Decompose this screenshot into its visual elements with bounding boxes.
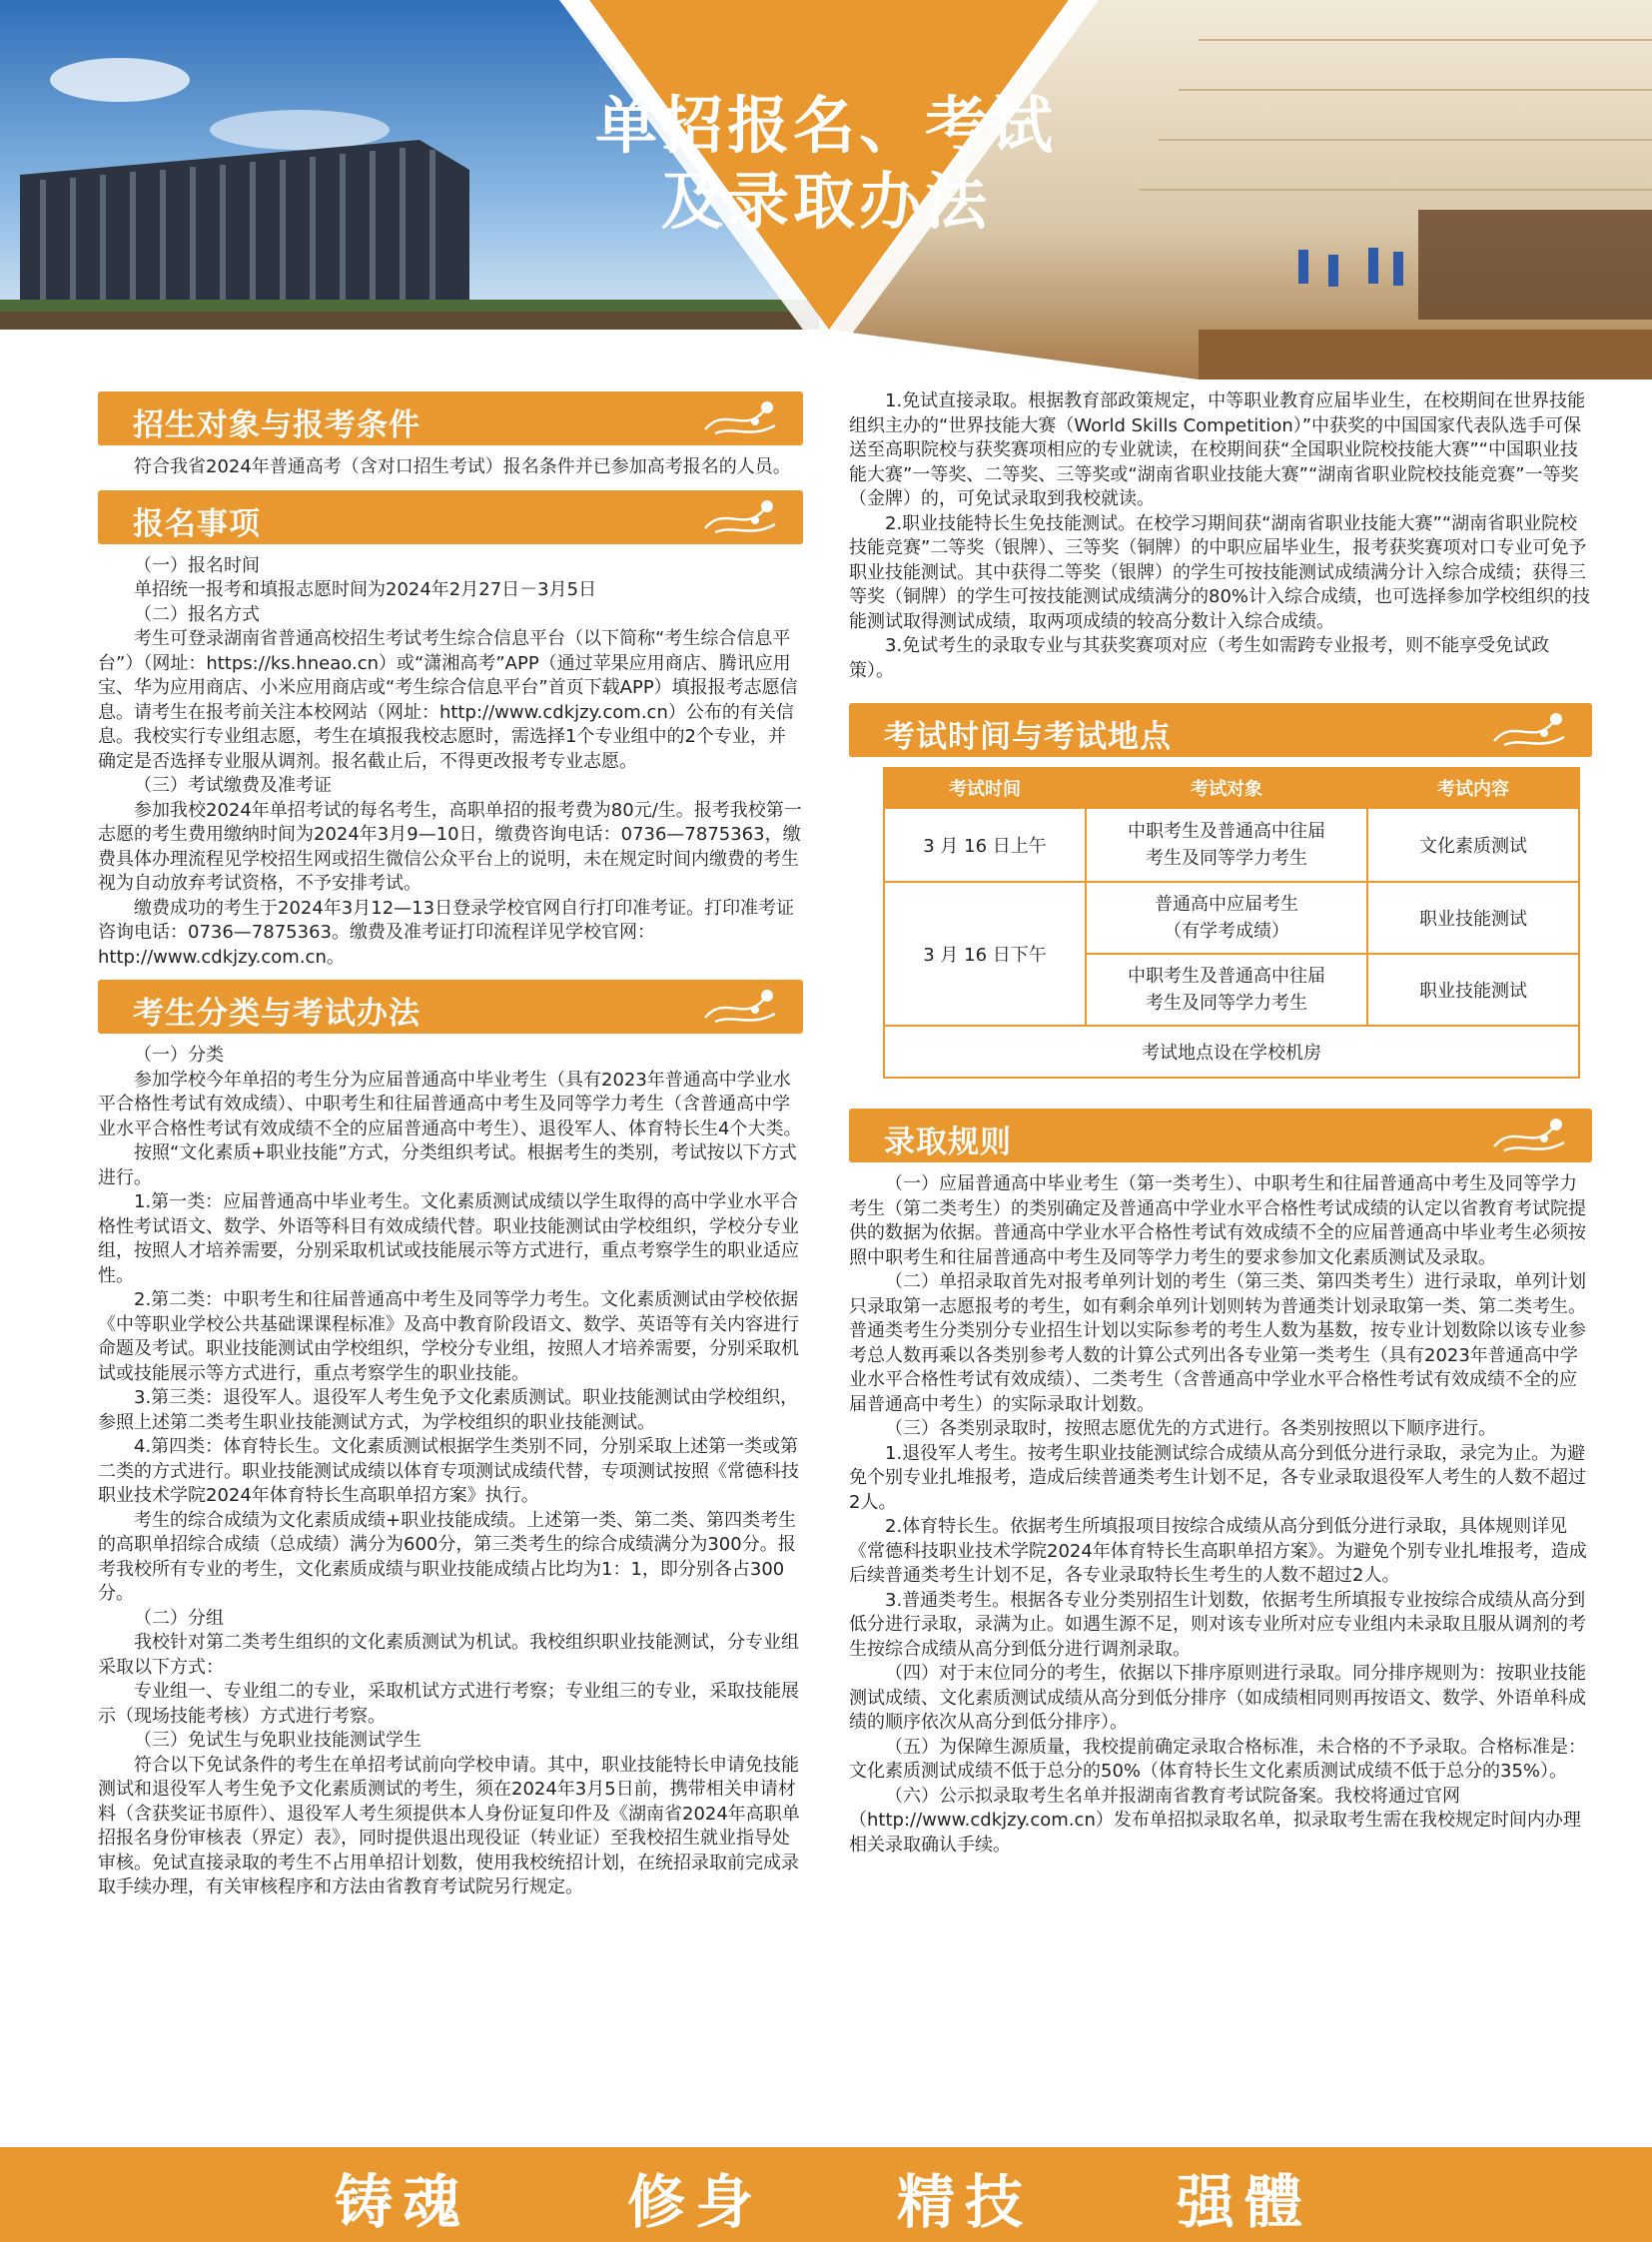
paragraph: 单招统一报考和填报志愿时间为2024年2月27日－3月5日 — [134, 579, 597, 600]
section-header-admission-rules — [849, 1109, 1592, 1162]
paragraph: （一）应届普通高中毕业考生（第一类考生）、中职考生和往届普通高中考生及同等学力考生（第二类考生）的类别确定及普通高中学业水平合格性考试成绩的认定以省教育考试院提供的数据为依据。普通高中学业水平合格性考试有效成绩不全的应届普通高中毕业考生必须按照中职考生和往届普通高中考生及同等学力考生的要求参加文化素质测试及录取。 — [849, 1173, 1586, 1268]
paragraph: 3.第三类：退役军人。退役军人考生免予文化素质测试。职业技能测试由学校组织，参照上述第二类考生职业技能测试方式，为学校组织的职业技能测试。 — [98, 1387, 799, 1433]
motto-word: 强體 — [1177, 2168, 1313, 2236]
footer-motto-bar — [0, 2147, 1652, 2242]
column-header: 考试时间 — [884, 768, 1086, 808]
section-header-exam-time-place — [849, 703, 1592, 757]
paragraph: 参加学校今年单招的考生分为应届普通高中毕业考生（具有2023年普通高中学业水平合格性考试有效成绩）、中职考生和往届普通高中考生及同等学力考生（含普通高中学业水平合格性考试有效成绩不全的应届普通高中考生）、退役军人、体育特长生4个大类。 — [98, 1069, 802, 1139]
exam-location-cell: 考试地点设在学校机房 — [884, 1026, 1579, 1078]
exam-target-cell: 中职考生及普通高中往届 考生及同等学力考生 — [1086, 954, 1367, 1026]
paragraph: 考生可登录湖南省普通高校招生考试考生综合信息平台（以下简称“考生综合信息平台”）（网址：https://ks.hneao.cn）或“潇湘高考”APP（通过苹果应用商店、腾讯应用宝、华为应用商店、小米应用商店或“考生综合信息平台”首页下载APP）填报报考志愿信息。请考生在报考前关注本校网站（网址：http://www.cdkjzy.com.cn）公布的有关信息。我校实行专业组志愿，考生在填报我校志愿时，需选择1个专业组中的2个专业，并确定是否选择专业服从调剂。报名截止后，不得更改报考专业志愿。 — [98, 628, 798, 772]
table-header-row — [884, 768, 1579, 808]
right-column — [849, 389, 1592, 1858]
section-header-classification — [98, 980, 803, 1034]
paragraph: （三）考试缴费及准考证 — [134, 775, 332, 796]
paragraph: 我校针对第二类考生组织的文化素质测试为机试。我校组织职业技能测试，分专业组采取以下方式： — [98, 1632, 799, 1678]
page-title-line2: 及录取办法 — [660, 165, 991, 238]
paragraph: （一）报名时间 — [134, 554, 260, 576]
exam-content-cell: 文化素质测试 — [1367, 808, 1579, 882]
exam-time-cell: 3 月 16 日上午 — [884, 808, 1086, 882]
paragraph: （二）单招录取首先对报考单列计划的考生（第三类、第四类考生）进行录取，单列计划只录取第一志愿报考的考生，如有剩余单列计划则转为普通类计划录取第一类、第二类考生。普通类考生分类别分专业招生计划以实际参考的考生人数为基数，按专业计划数除以该专业参考总人数再乘以各类别参考人数的计算公式列出各专业第一类考生（具有2023年普通高中学业水平合格性考试有效成绩）、二类考生（含普通高中学业水平合格性考试有效成绩不全的应届普通高中考生）的实际录取计划数。 — [849, 1271, 1586, 1415]
paragraph: 4.第四类：体育特长生。文化素质测试根据学生类别不同，分别采取上述第一类或第二类的方式进行。职业技能测试成绩以体育专项测试成绩代替，专项测试按照《常德科技职业技术学院2024年体育特长生高职单招方案》执行。 — [98, 1436, 799, 1506]
column-header: 考试对象 — [1086, 768, 1367, 808]
paragraph: 3.普通类考生。根据各专业分类别招生计划数，依据考生所填报专业按综合成绩从高分到低分进行录取，录满为止。如遇生源不足，则对该专业所对应专业组内未录取且服从调剂的考生按综合成绩从高分到低分进行调剂录取。 — [849, 1589, 1586, 1660]
paragraph: 2.职业技能特长生免技能测试。在校学习期间获“湖南省职业技能大赛”“湖南省职业院校技能竞赛”二等奖（银牌）、三等奖（铜牌）的中职应届毕业生，报考获奖赛项对口专业可免予职业技能测试。其中获得二等奖（银牌）的学生可按技能测试成绩满分计入综合成绩；获得三等奖（铜牌）的学生可按技能测试成绩满分的80%计入综合成绩，也可选择参加学校组织的技能测试取得测试成绩，取两项成绩的较高分数计入综合成绩。 — [849, 512, 1591, 632]
section-paragraph: 符合我省2024年普通高考（含对口招生考试）报名条件并已参加高考报名的人员。 — [134, 456, 791, 477]
page-title-line1: 单招报名、考试 — [594, 89, 1057, 162]
paragraph: 参加我校2024年单招考试的每名考生，高职单招的报考费为80元/生。报考我校第一志愿的考生费用缴纳时间为2024年3月9—10日，缴费咨询电话：0736—7875363，缴费具体办理流程见学校招生网或招生微信公众平台上的说明，未在规定时间内缴费的考生视为自动放弃考试资格，不予安排考试。 — [98, 799, 802, 894]
paragraph: （三）各类别录取时，按照志愿优先的方式进行。各类别按照以下顺序进行。 — [885, 1418, 1496, 1439]
section-title: 录取规则 — [884, 1124, 1012, 1160]
exam-target-cell: 中职考生及普通高中往届 考生及同等学力考生 — [1086, 808, 1367, 882]
paragraph: （六）公示拟录取考生名单并报湖南省教育考试院备案。我校将通过官网（http://www.cdkjzy.com.cn）发布单招拟录取名单，拟录取考生需在我校规定时间内办理相关录取确认手续。 — [849, 1785, 1581, 1856]
motto-word: 铸魂 — [335, 2168, 471, 2236]
table-row — [884, 882, 1579, 954]
page-title — [0, 88, 1652, 240]
column-header: 考试内容 — [1367, 768, 1579, 808]
motto-word: 精技 — [897, 2168, 1034, 2236]
paragraph: 符合以下免试条件的考生在单招考试前向学校申请。其中，职业技能特长申请免技能测试和退役军人考生免予文化素质测试的考生，须在2024年3月5日前，携带相关申请材料（含获奖证书原件）、退役军人考生须提供本人身份证复印件及《湖南省2024年高职单招报名身份审核表（界定）表》，同时提供退出现役证（转业证）至我校招生就业指导处审核。免试直接录取的考生不占用单招计划数，使用我校统招计划，在统招录取前完成录取手续办理，有关审核程序和方法由省教育考试院另行规定。 — [98, 1754, 800, 1897]
paragraph: （三）免试生与免职业技能测试学生 — [134, 1730, 421, 1751]
paragraph: （二）分组 — [134, 1607, 224, 1629]
section-header-registration — [98, 490, 803, 544]
flower-ornament-icon — [1484, 1113, 1574, 1158]
motto-word: 修身 — [627, 2168, 764, 2236]
paragraph: （二）报名方式 — [134, 603, 260, 625]
table-footer-row — [884, 1026, 1579, 1078]
section-title: 招生对象与报考条件 — [133, 407, 420, 443]
paragraph: 1.退役军人考生。按考生职业技能测试综合成绩从高分到低分进行录取，录完为止。为避免个别专业扎堆报考，造成后续普通类考生计划不足，各专业录取退役军人考生的人数不超过2人。 — [849, 1442, 1586, 1513]
paragraph: （五）为保障生源质量，我校提前确定录取合格标准，未合格的不予录取。合格标准是：文化素质测试成绩不低于总分的50%（体育特长生文化素质测试成绩不低于总分的35%）。 — [849, 1736, 1586, 1782]
exam-content-cell: 职业技能测试 — [1367, 882, 1579, 954]
paragraph: 1.第一类：应届普通高中毕业考生。文化素质测试成绩以学生取得的高中学业水平合格性考试语文、数学、外语等科目有效成绩代替。职业技能测试由学校组织，学校分专业组，按照人才培养需要，分别采取机试或技能展示等方式进行，重点考察学生的职业适应性。 — [98, 1191, 799, 1286]
paragraph: 考生的综合成绩为文化素质成绩+职业技能成绩。上述第一类、第二类、第四类考生的高职单招综合成绩（总成绩）满分为600分，第三类考生的综合成绩满分为300分。报考我校所有专业的考生，文化素质成绩与职业技能成绩占比均为1：1，即分别各占300分。 — [98, 1509, 797, 1604]
section-title: 考生分类与考试办法 — [133, 996, 420, 1032]
table-row — [884, 808, 1579, 882]
paragraph: 按照“文化素质+职业技能”方式，分类组织考试。根据考生的类别，考试按以下方式进行。 — [98, 1142, 797, 1188]
paragraph: 2.第二类：中职考生和往届普通高中考生及同等学力考生。文化素质测试由学校依据《中等职业学校公共基础课课程标准》及高中教育阶段语文、数学、英语等有关内容进行命题及考试。职业技能测试由学校组织，学校分专业组，按照人才培养需要，分别采取机试或技能展示等方式进行，重点考察学生的职业技能。 — [98, 1289, 799, 1384]
section-title: 考试时间与考试地点 — [884, 719, 1172, 755]
paragraph: （一）分类 — [134, 1045, 224, 1066]
section-header-enrollment-targets — [98, 391, 803, 445]
paragraph: 3.免试考生的录取专业与其获奖赛项对应（考生如需跨专业报考，则不能享受免试政策）。 — [849, 635, 1550, 681]
exam-schedule-table — [883, 767, 1580, 1079]
paragraph: （四）对于末位同分的考生，依据以下排序原则进行录取。同分排序规则为：按职业技能测试成绩、文化素质测试成绩从高分到低分排序（如成绩相同则再按语文、数学、外语单科成绩的顺序依次从高分到低分排序）。 — [849, 1663, 1586, 1733]
flower-ornament-icon — [695, 494, 785, 540]
exam-time-cell: 3 月 16 日下午 — [884, 882, 1086, 1026]
paragraph: 缴费成功的考生于2024年3月12—13日登录学校官网自行打印准考证。打印准考证咨询电话：0736—7875363。缴费及准考证打印流程详见学校官网：http://www.cdkjzy.com.cn。 — [98, 897, 795, 968]
page-header — [0, 0, 1652, 379]
flower-ornament-icon — [695, 984, 785, 1030]
paragraph: 专业组一、专业组二的专业，采取机试方式进行考察；专业组三的专业，采取技能展示（现场技能考核）方式进行考察。 — [98, 1681, 799, 1727]
flower-ornament-icon — [695, 395, 785, 441]
section-title: 报名事项 — [133, 505, 261, 542]
flower-ornament-icon — [1484, 707, 1574, 753]
left-column — [98, 391, 803, 1900]
paragraph: 2.体育特长生。依据考生所填报项目按综合成绩从高分到低分进行录取，具体规则详见《常德科技职业技术学院2024年体育特长生高职单招方案》。为避免个别专业扎堆报考，造成后续普通类考生计划不足，各专业录取特长生考生的人数不超过2人。 — [849, 1516, 1587, 1586]
exam-target-cell: 普通高中应届考生 （有学考成绩） — [1086, 882, 1367, 954]
exam-content-cell: 职业技能测试 — [1367, 954, 1579, 1026]
paragraph: 1.免试直接录取。根据教育部政策规定，中等职业教育应届毕业生，在校期间在世界技能组织主办的“世界技能大赛（World Skills Competition）”中获奖的中国国家代表队选手可保送至高职院校与获奖赛项相应的专业就读，在校期间获“全国职业院校技能大赛”“中国职业技能大赛”一等奖、二等奖、三等奖或“湖南省职业技能大赛”“湖南省职业院校技能竞赛”一等奖（金牌）的，可免试录取到我校就读。 — [849, 390, 1586, 509]
